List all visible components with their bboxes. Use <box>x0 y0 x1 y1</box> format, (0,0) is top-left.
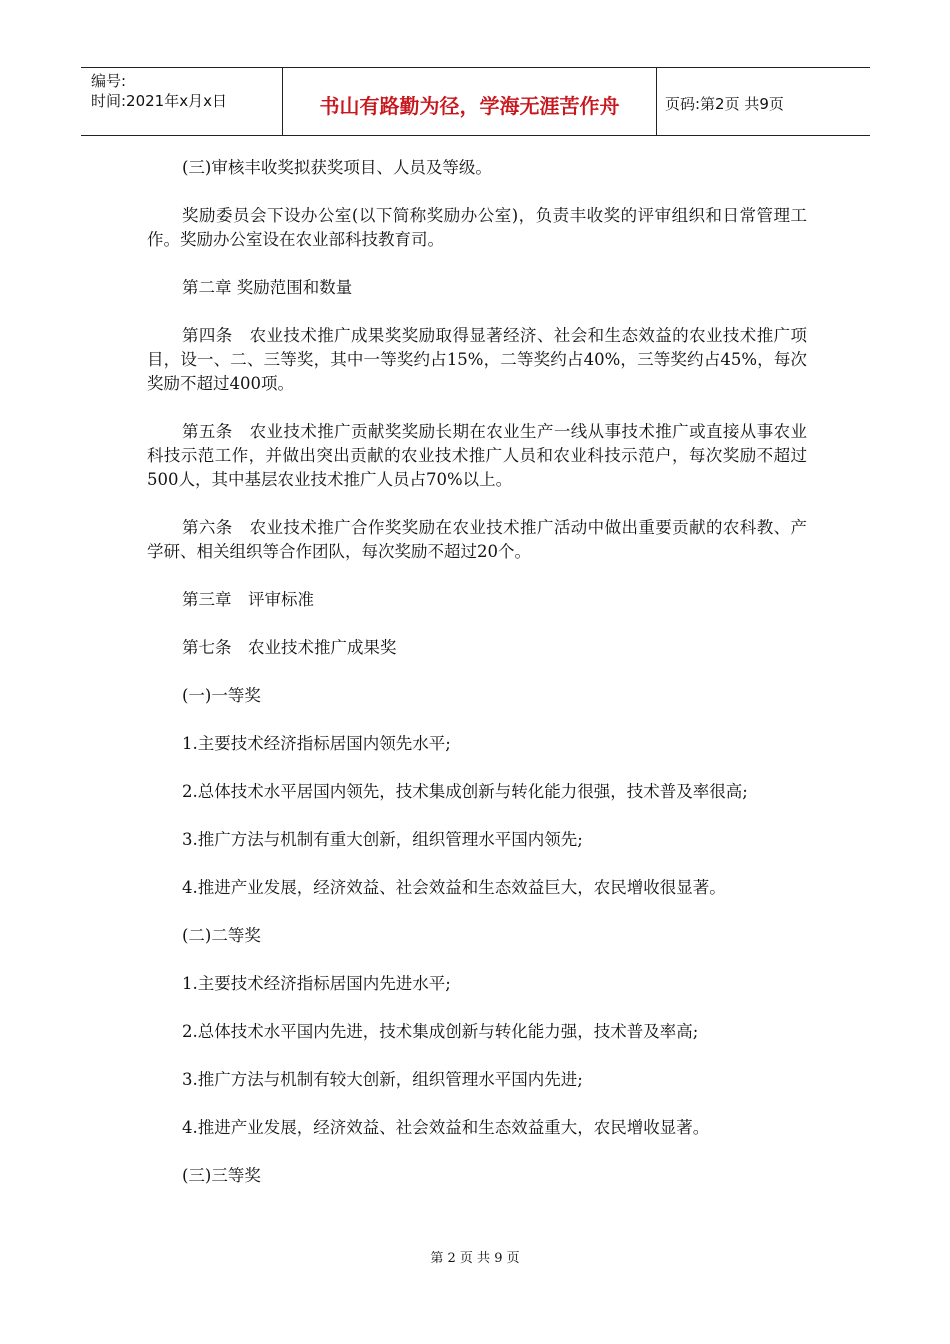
list-item: 4.推进产业发展，经济效益、社会效益和生态效益巨大，农民增收很显著。 <box>182 878 726 897</box>
document-time-label: 时间:2021年x月x日 <box>91 92 227 110</box>
section-heading: (三)三等奖 <box>182 1166 261 1185</box>
paragraph: 奖励委员会下设办公室(以下简称奖励办公室)，负责丰收奖的评审组织和日常管理工作。奖励办公室设在农业部科技教育司。 <box>147 206 807 249</box>
chapter-heading: 第二章 奖励范围和数量 <box>182 278 353 297</box>
section-heading: (二)二等奖 <box>182 926 261 945</box>
paragraph: (三)审核丰收奖拟获奖项目、人员及等级。 <box>182 158 492 177</box>
list-item: 1.主要技术经济指标居国内领先水平; <box>182 734 451 753</box>
chapter-heading: 第三章 评审标准 <box>182 590 314 609</box>
document-body <box>147 156 807 1212</box>
header-page-info: 页码:第2页 共9页 <box>665 95 784 113</box>
document-number-label: 编号: <box>91 72 127 90</box>
list-item: 3.推广方法与机制有重大创新，组织管理水平国内领先; <box>182 830 583 849</box>
page-footer: 第 2 页 共 9 页 <box>430 1251 520 1266</box>
article-heading: 第七条 农业技术推广成果奖 <box>182 638 397 657</box>
list-item: 4.推进产业发展，经济效益、社会效益和生态效益重大，农民增收显著。 <box>182 1118 710 1137</box>
list-item: 3.推广方法与机制有较大创新，组织管理水平国内先进; <box>182 1070 583 1089</box>
paragraph: 第四条 农业技术推广成果奖奖励取得显著经济、社会和生态效益的农业技术推广项目，设一、二、三等奖，其中一等奖约占15%，二等奖约占40%，三等奖约占45%，每次奖励不超过400项。 <box>147 326 807 393</box>
paragraph: 第六条 农业技术推广合作奖奖励在农业技术推广活动中做出重要贡献的农科教、产学研、相关组织等合作团队，每次奖励不超过20个。 <box>147 518 807 561</box>
header-motto: 书山有路勤为径，学海无涯苦作舟 <box>283 68 657 135</box>
list-item: 2.总体技术水平居国内领先，技术集成创新与转化能力很强，技术普及率很高; <box>182 782 748 801</box>
header-meta <box>81 68 283 135</box>
list-item: 2.总体技术水平国内先进，技术集成创新与转化能力强，技术普及率高; <box>182 1022 699 1041</box>
document-header <box>81 67 870 136</box>
paragraph: 第五条 农业技术推广贡献奖奖励长期在农业生产一线从事技术推广或直接从事农业科技示范工作，并做出突出贡献的农业技术推广人员和农业科技示范户，每次奖励不超过500人，其中基层农业技术推广人员占70%以上。 <box>147 422 807 489</box>
section-heading: (一)一等奖 <box>182 686 261 705</box>
list-item: 1.主要技术经济指标居国内先进水平; <box>182 974 451 993</box>
